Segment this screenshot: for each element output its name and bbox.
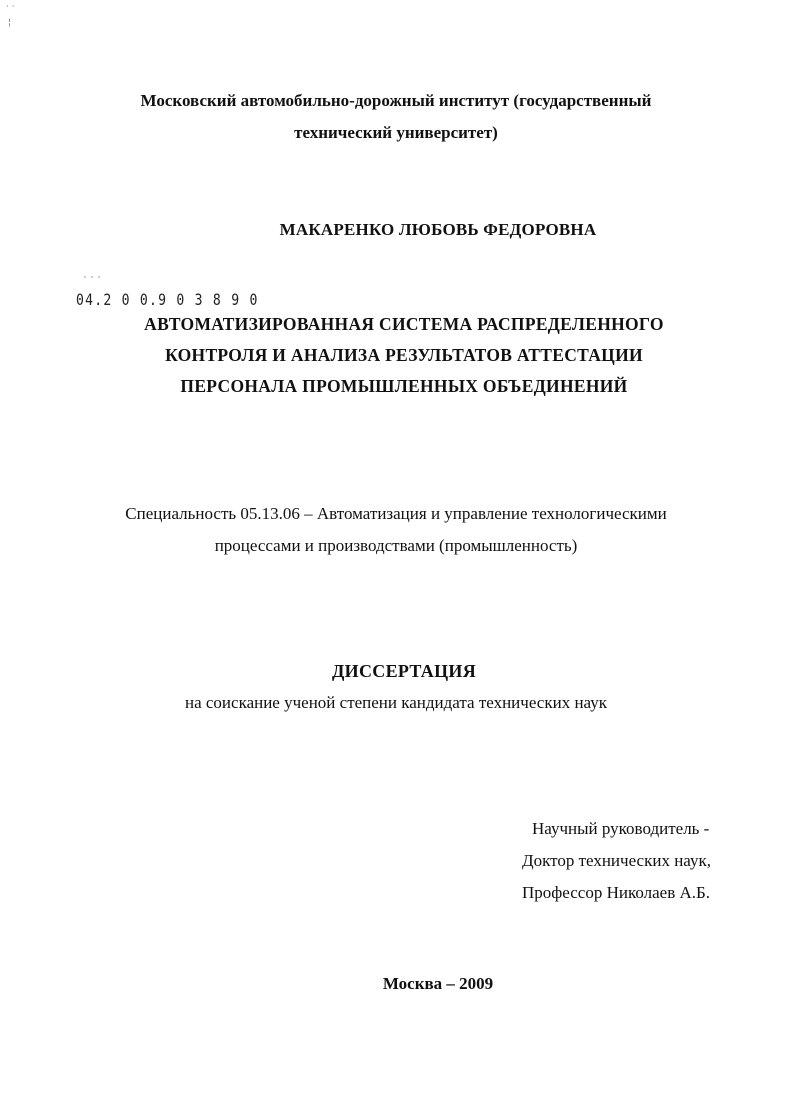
title-line-3: ПЕРСОНАЛА ПРОМЫШЛЕННЫХ ОБЪЕДИНЕНИЙ bbox=[180, 376, 628, 396]
library-code-stamp: 04.2 0 0.9 0 3 8 9 0 bbox=[76, 290, 259, 309]
supervisor-role: Научный руководитель - bbox=[532, 819, 710, 838]
library-code-marks: ˙˙˙ bbox=[82, 276, 104, 287]
city-year: Москва – 2009 bbox=[382, 974, 494, 993]
degree-line: на соискание ученой степени кандидата технических наук bbox=[184, 693, 607, 712]
title-line-2: КОНТРОЛЯ И АНАЛИЗА РЕЗУЛЬТАТОВ АТТЕСТАЦИИ bbox=[165, 345, 643, 365]
author-name: МАКАРЕНКО ЛЮБОВЬ ФЕДОРОВНА bbox=[279, 220, 597, 239]
scan-artifact-mark: ¦ bbox=[8, 18, 12, 28]
scan-artifact-mark: · · bbox=[6, 2, 15, 12]
institution-line-2: технический университет) bbox=[294, 123, 498, 142]
institution-line-1: Московский автомобильно-дорожный институт (государственный bbox=[140, 91, 652, 110]
supervisor-degree: Доктор технических наук, bbox=[522, 851, 711, 870]
supervisor-name: Профессор Николаев А.Б. bbox=[522, 883, 711, 902]
title-line-1: АВТОМАТИЗИРОВАННАЯ СИСТЕМА РАСПРЕДЕЛЕННОГО bbox=[144, 314, 664, 334]
specialty-line-1: Специальность 05.13.06 – Автоматизация и управление технологическими bbox=[125, 504, 667, 523]
specialty-line-2: процессами и производствами (промышленность) bbox=[214, 536, 578, 555]
document-type: ДИССЕРТАЦИЯ bbox=[331, 661, 476, 681]
